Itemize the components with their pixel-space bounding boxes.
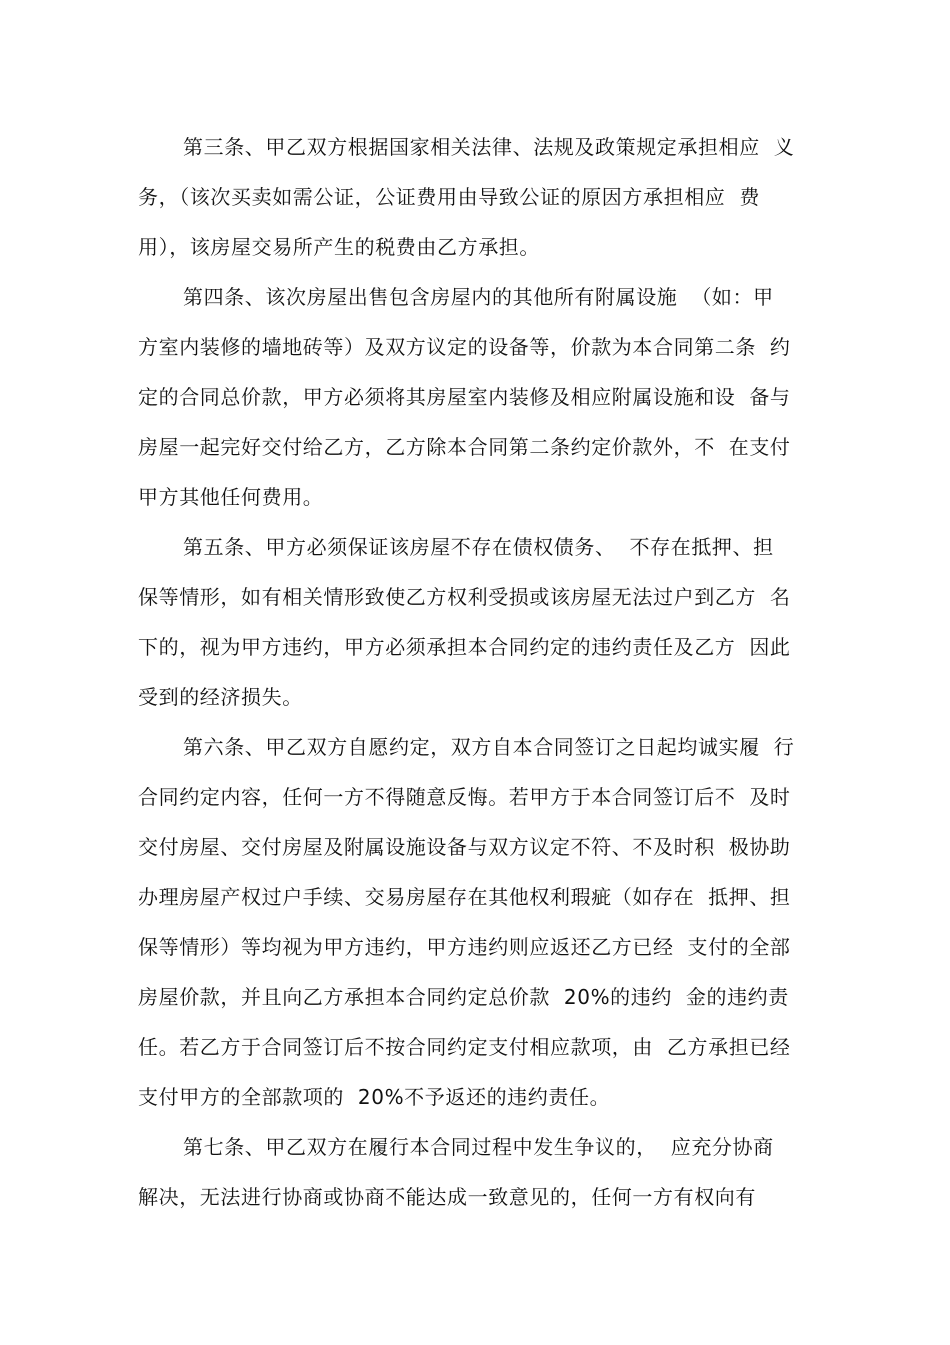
text-line: 合同约定内容，任何一方不得随意反悔。若甲方于本合同签订后不 及时	[138, 785, 791, 809]
text-line: 方室内装修的墙地砖等）及双方议定的设备等，价款为本合同第二条 约	[138, 335, 791, 359]
text-line: 办理房屋产权过户手续、交易房屋存在其他权利瑕疵（如存在 抵押、担	[138, 885, 791, 909]
text-line: 下的，视为甲方违约，甲方必须承担本合同约定的违约责任及乙方 因此	[138, 635, 791, 659]
text-line: 第六条、甲乙双方自愿约定，双方自本合同签订之日起均诚实履 行	[183, 735, 795, 759]
text-line: 保等情形）等均视为甲方违约，甲方违约则应返还乙方已经 支付的全部	[138, 935, 791, 959]
text-line: 用），该房屋交易所产生的税费由乙方承担。	[138, 235, 540, 259]
text-line: 房屋一起完好交付给乙方，乙方除本合同第二条约定价款外，不 在支付	[138, 435, 791, 459]
text-line: 务，（该次买卖如需公证，公证费用由导致公证的原因方承担相应 费	[138, 185, 760, 209]
text-line: 第三条、甲乙双方根据国家相关法律、法规及政策规定承担相应 义	[183, 135, 795, 159]
text-line: 任。若乙方于合同签订后不按合同约定支付相应款项，由 乙方承担已经	[138, 1035, 791, 1059]
text-line: 交付房屋、交付房屋及附属设施设备与双方议定不符、不及时积 极协助	[138, 835, 791, 859]
text-line: 支付甲方的全部款项的 20%不予返还的违约责任。	[138, 1085, 611, 1109]
text-line: 第五条、甲方必须保证该房屋不存在债权债务、 不存在抵押、担	[183, 535, 774, 559]
text-line: 房屋价款，并且向乙方承担本合同约定总价款 20%的违约 金的违约责	[138, 985, 789, 1009]
text-line: 第七条、甲乙双方在履行本合同过程中发生争议的， 应充分协商	[183, 1135, 774, 1159]
text-line: 第四条、该次房屋出售包含房屋内的其他所有附属设施 （如：甲	[183, 285, 774, 309]
text-line: 受到的经济损失。	[138, 685, 303, 709]
text-line: 保等情形，如有相关情形致使乙方权利受损或该房屋无法过户到乙方 名	[138, 585, 791, 609]
text-line: 定的合同总价款，甲方必须将其房屋室内装修及相应附属设施和设 备与	[138, 385, 791, 409]
text-line: 解决，无法进行协商或协商不能达成一致意见的，任何一方有权向有	[138, 1185, 756, 1209]
text-line: 甲方其他任何费用。	[138, 485, 324, 509]
